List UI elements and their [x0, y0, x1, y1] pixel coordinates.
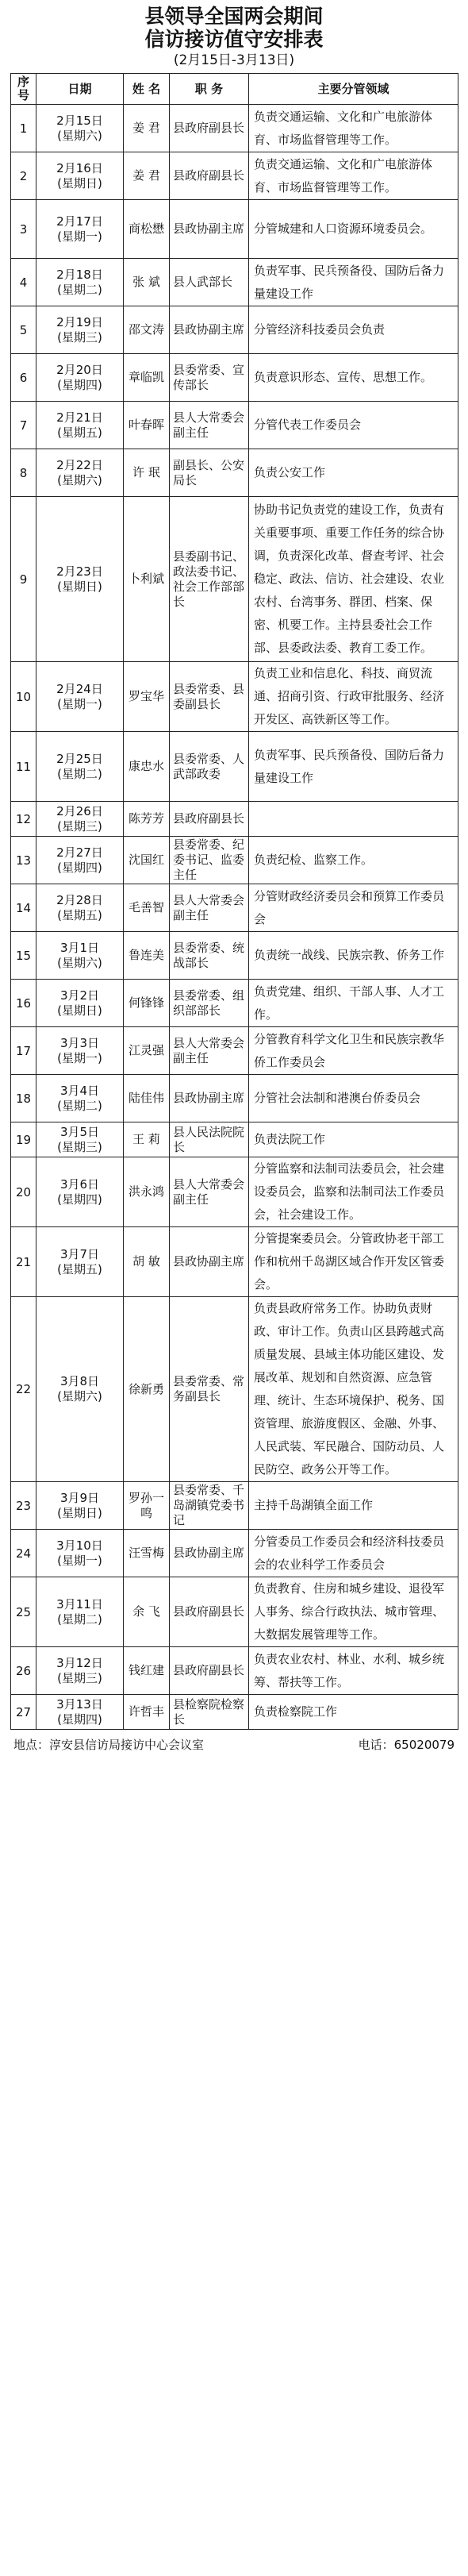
- row-weekday: (星期三): [57, 1139, 102, 1154]
- row-date-cell: [36, 152, 124, 200]
- row-date-cell: [36, 1075, 124, 1122]
- row-name: 姜 君: [124, 152, 170, 200]
- row-number: 23: [11, 1482, 36, 1530]
- footer-phone: 电话：65020079: [358, 1738, 455, 1752]
- table-row: [11, 152, 458, 200]
- row-number: 25: [11, 1577, 36, 1647]
- row-name: 余 飞: [124, 1577, 170, 1647]
- row-duty: 负责交通运输、文化和广电旅游体育、市场监督管理等工作。: [249, 105, 458, 152]
- row-name: 章临凯: [124, 354, 170, 402]
- row-number: 7: [11, 402, 36, 449]
- table-row: [11, 1482, 458, 1530]
- row-date-cell: [36, 1122, 124, 1157]
- table-header-row: [11, 74, 458, 105]
- row-duty: 负责法院工作: [249, 1122, 458, 1157]
- row-name: 许 珉: [124, 449, 170, 497]
- row-weekday: (星期六): [57, 955, 102, 970]
- row-date: 3月4日: [59, 1083, 100, 1098]
- row-date-cell: [36, 1577, 124, 1647]
- row-name: 邵文涛: [124, 306, 170, 354]
- row-date: 3月12日: [56, 1655, 103, 1670]
- row-date-cell: [36, 1530, 124, 1577]
- row-name: 钱红建: [124, 1647, 170, 1695]
- row-name: 洪永鸿: [124, 1157, 170, 1227]
- row-date: 2月18日: [56, 267, 103, 282]
- row-date: 2月28日: [56, 892, 103, 907]
- footer-location: 地点：淳安县信访局接访中心会议室: [13, 1738, 205, 1752]
- table-row: [11, 402, 458, 449]
- row-date-cell: [36, 980, 124, 1027]
- row-position: 县委常委、人武部政委: [170, 732, 249, 802]
- row-date: 3月5日: [59, 1124, 100, 1139]
- row-date: 2月22日: [56, 457, 103, 472]
- row-number: 5: [11, 306, 36, 354]
- row-position: 县人武部长: [170, 259, 249, 306]
- row-date-cell: [36, 259, 124, 306]
- row-name: 姜 君: [124, 105, 170, 152]
- row-duty: 协助书记负责党的建设工作，负责有关重要事项、重要工作任务的综合协调，负责深化改革、督查考评、社会稳定、政法、信访、社会建设、农业农村、台湾事务、群团、档案、保密、机要工作。主持县委社会工作部、县委政法委、教育工委工作。: [249, 497, 458, 662]
- row-position: 县人大常委会副主任: [170, 402, 249, 449]
- row-number: 10: [11, 662, 36, 732]
- row-number: 26: [11, 1647, 36, 1695]
- table-row: [11, 1577, 458, 1647]
- row-position: 县人大常委会副主任: [170, 1027, 249, 1075]
- row-duty: 分管社会法制和港澳台侨委员会: [249, 1075, 458, 1122]
- row-name: 商松懋: [124, 200, 170, 259]
- row-date: 2月21日: [56, 410, 103, 425]
- row-position: 县政府副县长: [170, 152, 249, 200]
- row-number: 9: [11, 497, 36, 662]
- row-duty: 分管委员工作委员会和经济科技委员会的农业科学工作委员会: [249, 1530, 458, 1577]
- row-date: 2月27日: [56, 845, 103, 860]
- row-duty: 分管提案委员会。分管政协老干部工作和杭州千岛湖区域合作开发区管委会。: [249, 1227, 458, 1297]
- row-number: 19: [11, 1122, 36, 1157]
- row-name: 徐新勇: [124, 1297, 170, 1482]
- row-name: 胡 敏: [124, 1227, 170, 1297]
- row-date-cell: [36, 449, 124, 497]
- row-date-cell: [36, 802, 124, 837]
- document-subtitle: (2月15日-3月13日): [173, 52, 295, 68]
- row-name: 叶春晖: [124, 402, 170, 449]
- row-weekday: (星期三): [57, 818, 102, 834]
- row-duty: 负责统一战线、民族宗教、侨务工作: [249, 932, 458, 980]
- row-weekday: (星期三): [57, 329, 102, 345]
- row-date: 2月16日: [56, 160, 103, 175]
- row-weekday: (星期五): [57, 907, 102, 922]
- row-weekday: (星期二): [57, 1098, 102, 1113]
- table-row: [11, 662, 458, 732]
- row-position: 县委常委、统战部长: [170, 932, 249, 980]
- row-date: 3月11日: [56, 1596, 103, 1611]
- row-duty: 负责纪检、监察工作。: [249, 837, 458, 884]
- table-row: [11, 980, 458, 1027]
- row-position: 县政府副县长: [170, 1647, 249, 1695]
- row-number: 17: [11, 1027, 36, 1075]
- row-name: 许哲丰: [124, 1695, 170, 1730]
- row-position: 县政府副县长: [170, 105, 249, 152]
- row-date: 3月6日: [59, 1176, 100, 1192]
- row-position: 县政协副主席: [170, 1530, 249, 1577]
- table-row: [11, 837, 458, 884]
- row-date: 3月10日: [56, 1538, 103, 1553]
- table-row: [11, 802, 458, 837]
- row-weekday: (星期四): [57, 860, 102, 875]
- row-number: 8: [11, 449, 36, 497]
- row-weekday: (星期二): [57, 1611, 102, 1627]
- table-row: [11, 1122, 458, 1157]
- row-position: 县人大常委会副主任: [170, 884, 249, 932]
- row-date-cell: [36, 1157, 124, 1227]
- row-position: 副县长、公安局长: [170, 449, 249, 497]
- header-position: 职 务: [170, 74, 249, 105]
- row-weekday: (星期四): [57, 1712, 102, 1727]
- row-duty: 分管代表工作委员会: [249, 402, 458, 449]
- row-position: 县委常委、千岛湖镇党委书记: [170, 1482, 249, 1530]
- row-name: 罗孙一鸣: [124, 1482, 170, 1530]
- row-position: 县委常委、县委副县长: [170, 662, 249, 732]
- row-position: 县政府副县长: [170, 1577, 249, 1647]
- row-number: 12: [11, 802, 36, 837]
- row-date-cell: [36, 354, 124, 402]
- row-date: 2月15日: [56, 113, 103, 128]
- row-date-cell: [36, 1695, 124, 1730]
- row-date-cell: [36, 497, 124, 662]
- row-duty: 分管经济科技委员会负责: [249, 306, 458, 354]
- row-name: 沈国红: [124, 837, 170, 884]
- row-number: 14: [11, 884, 36, 932]
- row-date-cell: [36, 1647, 124, 1695]
- row-name: 罗宝华: [124, 662, 170, 732]
- row-number: 4: [11, 259, 36, 306]
- table-row: [11, 1157, 458, 1227]
- row-date-cell: [36, 105, 124, 152]
- row-name: 张 斌: [124, 259, 170, 306]
- row-number: 6: [11, 354, 36, 402]
- row-date: 2月23日: [56, 564, 103, 579]
- row-weekday: (星期四): [57, 1192, 102, 1207]
- row-date: 3月8日: [59, 1374, 100, 1388]
- table-row: [11, 732, 458, 802]
- row-date: 3月7日: [59, 1246, 100, 1261]
- document-footer: [10, 1736, 458, 1753]
- row-date-cell: [36, 306, 124, 354]
- row-position: 县检察院检察长: [170, 1695, 249, 1730]
- row-number: 1: [11, 105, 36, 152]
- row-duty: 负责工业和信息化、科技、商贸流通、招商引资、行政审批服务、经济开发区、高铁新区等工作。: [249, 662, 458, 732]
- row-weekday: (星期一): [57, 229, 102, 244]
- table-row: [11, 932, 458, 980]
- row-weekday: (星期一): [57, 696, 102, 711]
- row-date: 2月26日: [56, 803, 103, 818]
- row-duty: 负责检察院工作: [249, 1695, 458, 1730]
- row-number: 27: [11, 1695, 36, 1730]
- table-row: [11, 1075, 458, 1122]
- header-name: 姓 名: [124, 74, 170, 105]
- row-position: 县政协副主席: [170, 306, 249, 354]
- row-date-cell: [36, 1297, 124, 1482]
- row-number: 18: [11, 1075, 36, 1122]
- row-date: 2月24日: [56, 681, 103, 696]
- header-date: 日期: [36, 74, 124, 105]
- row-date-cell: [36, 837, 124, 884]
- row-duty: 负责交通运输、文化和广电旅游体育、市场监督管理等工作。: [249, 152, 458, 200]
- row-weekday: (星期三): [57, 1670, 102, 1685]
- row-weekday: (星期四): [57, 377, 102, 392]
- row-name: 陈芳芳: [124, 802, 170, 837]
- row-position: 县委常委、宣传部长: [170, 354, 249, 402]
- row-number: 2: [11, 152, 36, 200]
- row-date: 2月20日: [56, 362, 103, 377]
- table-row: [11, 884, 458, 932]
- row-duty: [249, 802, 458, 837]
- table-row: [11, 1027, 458, 1075]
- row-weekday: (星期二): [57, 766, 102, 781]
- row-weekday: (星期五): [57, 1261, 102, 1276]
- header-no: 序号: [11, 74, 36, 105]
- row-name: 陆佳伟: [124, 1075, 170, 1122]
- row-name: 康忠水: [124, 732, 170, 802]
- row-date-cell: [36, 732, 124, 802]
- row-number: 20: [11, 1157, 36, 1227]
- row-number: 15: [11, 932, 36, 980]
- row-date-cell: [36, 662, 124, 732]
- schedule-table: [10, 73, 458, 1730]
- row-duty: 主持千岛湖镇全面工作: [249, 1482, 458, 1530]
- row-date-cell: [36, 932, 124, 980]
- row-number: 21: [11, 1227, 36, 1297]
- row-duty: 分管财政经济委员会和预算工作委员会: [249, 884, 458, 932]
- table-row: [11, 1530, 458, 1577]
- row-position: 县委常委、组织部部长: [170, 980, 249, 1027]
- row-number: 24: [11, 1530, 36, 1577]
- row-weekday: (星期日): [57, 579, 102, 594]
- row-weekday: (星期二): [57, 282, 102, 297]
- row-duty: 负责教育、住房和城乡建设、退役军人事务、综合行政执法、城市管理、大数据发展管理等工作。: [249, 1577, 458, 1647]
- row-weekday: (星期六): [57, 1389, 102, 1404]
- row-date-cell: [36, 1482, 124, 1530]
- row-weekday: (星期一): [57, 1050, 102, 1065]
- row-duty: 负责意识形态、宣传、思想工作。: [249, 354, 458, 402]
- row-position: 县人民法院院长: [170, 1122, 249, 1157]
- row-position: 县委常委、常务副县长: [170, 1297, 249, 1482]
- row-number: 11: [11, 732, 36, 802]
- row-weekday: (星期六): [57, 128, 102, 143]
- row-date-cell: [36, 884, 124, 932]
- row-name: 王 莉: [124, 1122, 170, 1157]
- row-position: 县人大常委会副主任: [170, 1157, 249, 1227]
- row-number: 3: [11, 200, 36, 259]
- row-duty: 负责公安工作: [249, 449, 458, 497]
- row-duty: 分管城建和人口资源环境委员会。: [249, 200, 458, 259]
- row-name: 鲁连美: [124, 932, 170, 980]
- row-weekday: (星期六): [57, 472, 102, 487]
- header-duty: 主要分管领域: [249, 74, 458, 105]
- row-weekday: (星期日): [57, 175, 102, 191]
- table-row: [11, 354, 458, 402]
- table-row: [11, 449, 458, 497]
- row-position: 县政协副主席: [170, 200, 249, 259]
- row-name: 汪雪梅: [124, 1530, 170, 1577]
- table-row: [11, 259, 458, 306]
- row-date-cell: [36, 200, 124, 259]
- row-date: 3月2日: [59, 988, 100, 1003]
- row-duty: 分管监察和法制司法委员会，社会建设委员会，监察和法制司法工作委员会，社会建设工作。: [249, 1157, 458, 1227]
- row-weekday: (星期一): [57, 1553, 102, 1568]
- table-row: [11, 306, 458, 354]
- document-title-line-1: 县领导全国两会期间: [144, 5, 324, 28]
- row-weekday: (星期日): [57, 1505, 102, 1520]
- row-number: 13: [11, 837, 36, 884]
- row-date: 2月25日: [56, 751, 103, 766]
- row-name: 何锋锋: [124, 980, 170, 1027]
- row-date-cell: [36, 1027, 124, 1075]
- row-weekday: (星期日): [57, 1003, 102, 1018]
- table-row: [11, 105, 458, 152]
- row-date: 2月17日: [56, 214, 103, 229]
- row-date: 3月9日: [59, 1490, 100, 1505]
- table-row: [11, 1647, 458, 1695]
- row-date: 2月19日: [56, 314, 103, 329]
- row-duty: 负责县政府常务工作。协助负责财政、审计工作。负责山区县跨越式高质量发展、县域主体功能区建设、发展改革、规划和自然资源、应急管理、统计、生态环境保护、税务、国资管理、旅游度假区、金融、外事、人民武装、军民融合、国防动员、人民防空、政务公开等工作。: [249, 1297, 458, 1482]
- row-position: 县政协副主席: [170, 1075, 249, 1122]
- row-weekday: (星期五): [57, 425, 102, 440]
- row-date-cell: [36, 402, 124, 449]
- row-position: 县委常委、纪委书记、监委主任: [170, 837, 249, 884]
- row-duty: 负责党建、组织、干部人事、人才工作。: [249, 980, 458, 1027]
- table-row: [11, 1227, 458, 1297]
- table-row: [11, 200, 458, 259]
- row-date: 3月13日: [56, 1696, 103, 1712]
- row-name: 毛善智: [124, 884, 170, 932]
- table-row: [11, 1297, 458, 1482]
- row-position: 县政府副县长: [170, 802, 249, 837]
- table-row: [11, 497, 458, 662]
- document-title-line-2: 信访接访值守安排表: [144, 28, 324, 51]
- row-name: 江灵强: [124, 1027, 170, 1075]
- row-duty: 负责军事、民兵预备役、国防后备力量建设工作: [249, 732, 458, 802]
- row-position: 县政协副主席: [170, 1227, 249, 1297]
- row-number: 16: [11, 980, 36, 1027]
- table-row: [11, 1695, 458, 1730]
- row-date: 3月1日: [59, 940, 100, 955]
- row-date: 3月3日: [59, 1035, 100, 1050]
- row-duty: 负责军事、民兵预备役、国防后备力量建设工作: [249, 259, 458, 306]
- row-number: 22: [11, 1297, 36, 1482]
- row-name: 卜利斌: [124, 497, 170, 662]
- row-position: 县委副书记、政法委书记、社会工作部部长: [170, 497, 249, 662]
- row-duty: 分管教育科学文化卫生和民族宗教华侨工作委员会: [249, 1027, 458, 1075]
- row-date-cell: [36, 1227, 124, 1297]
- row-duty: 负责农业农村、林业、水利、城乡统筹、帮扶等工作。: [249, 1647, 458, 1695]
